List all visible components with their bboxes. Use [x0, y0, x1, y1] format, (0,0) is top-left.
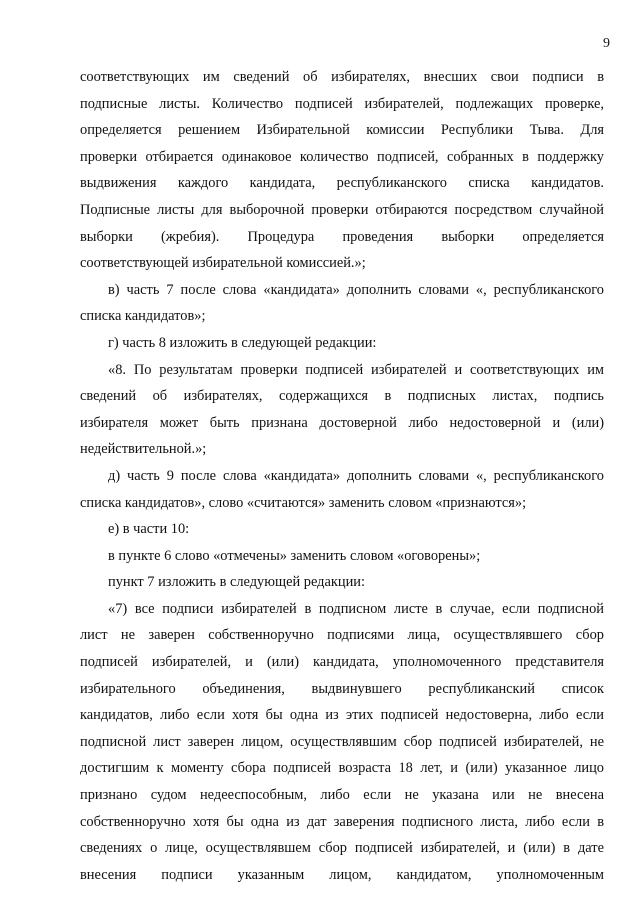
text-line: проверки отбирается одинаковое количество подписей, собранных в поддержку [80, 148, 604, 165]
text-line: «8. По результатам проверки подписей избирателей и соответствующих им [108, 361, 604, 378]
text-line: «7) все подписи избирателей в подписном листе в случае, если подписной [108, 600, 604, 617]
text-line: соответствующих им сведений об избирателях, внесших свои подписи в [80, 69, 604, 85]
text-line: кандидатов, либо если хотя бы одна из этих подписей недостоверна, либо если [80, 707, 604, 724]
text-line: выборки (жребия). Процедура проведения выборки определяется [80, 228, 604, 245]
text-line: г) часть 8 изложить в следующей редакции: [108, 334, 377, 351]
text-line: собственноручно хотя бы одна из дат заверения подписного листа, либо если в [80, 813, 604, 830]
text-line: пункт 7 изложить в следующей редакции: [108, 574, 365, 591]
text-line: д) часть 9 после слова «кандидата» дополнить словами «, республиканского [108, 467, 604, 484]
text-line: Подписные листы для выборочной проверки отбираются посредством случайной [80, 201, 604, 218]
text-line: подписей избирателей, и (или) кандидата, уполномоченного представителя [80, 654, 604, 671]
text-line: выдвижения каждого кандидата, республиканского списка кандидатов. [80, 175, 604, 192]
text-line: сведениях о лице, осуществлявшем сбор подписей избирателей, и (или) в дате [80, 840, 604, 857]
text-line: лист не заверен собственноручно подписями лица, осуществлявшего сбор [80, 627, 604, 644]
text-line: списка кандидатов», слово «считаются» заменить словом «признаются»; [80, 494, 527, 511]
text-line: определяется решением Избирательной комиссии Республики Тыва. Для [80, 122, 604, 139]
text-line: сведений об избирателях, содержащихся в подписных листах, подпись [80, 388, 604, 405]
text-line: подписной лист заверен лицом, осуществлявшим сбор подписей избирателей, не [80, 733, 604, 750]
text-line: подписные листы. Количество подписей избирателей, подлежащих проверке, [80, 95, 604, 112]
document-body [80, 64, 604, 888]
text-line: недействительной.»; [80, 441, 207, 458]
text-line: признано судом недееспособным, либо если не указана или не внесена [80, 787, 604, 804]
text-line: достигшим к моменту сбора подписей возраста 18 лет, и (или) указанное лицо [80, 760, 604, 777]
text-line: внесения подписи указанным лицом, кандидатом, уполномоченным [80, 866, 604, 883]
text-line: соответствующей избирательной комиссией.»; [80, 255, 366, 272]
text-line: в) часть 7 после слова «кандидата» дополнить словами «, республиканского [108, 281, 604, 298]
page-number: 9 [603, 36, 610, 51]
text-line: избирателя может быть признана достоверной либо недостоверной и (или) [80, 414, 604, 431]
text-line: списка кандидатов»; [80, 308, 206, 325]
text-line: е) в части 10: [108, 521, 190, 538]
text-line: избирательного объединения, выдвинувшего республиканский список [80, 680, 604, 697]
text-line: в пункте 6 слово «отмечены» заменить словом «оговорены»; [108, 547, 481, 564]
